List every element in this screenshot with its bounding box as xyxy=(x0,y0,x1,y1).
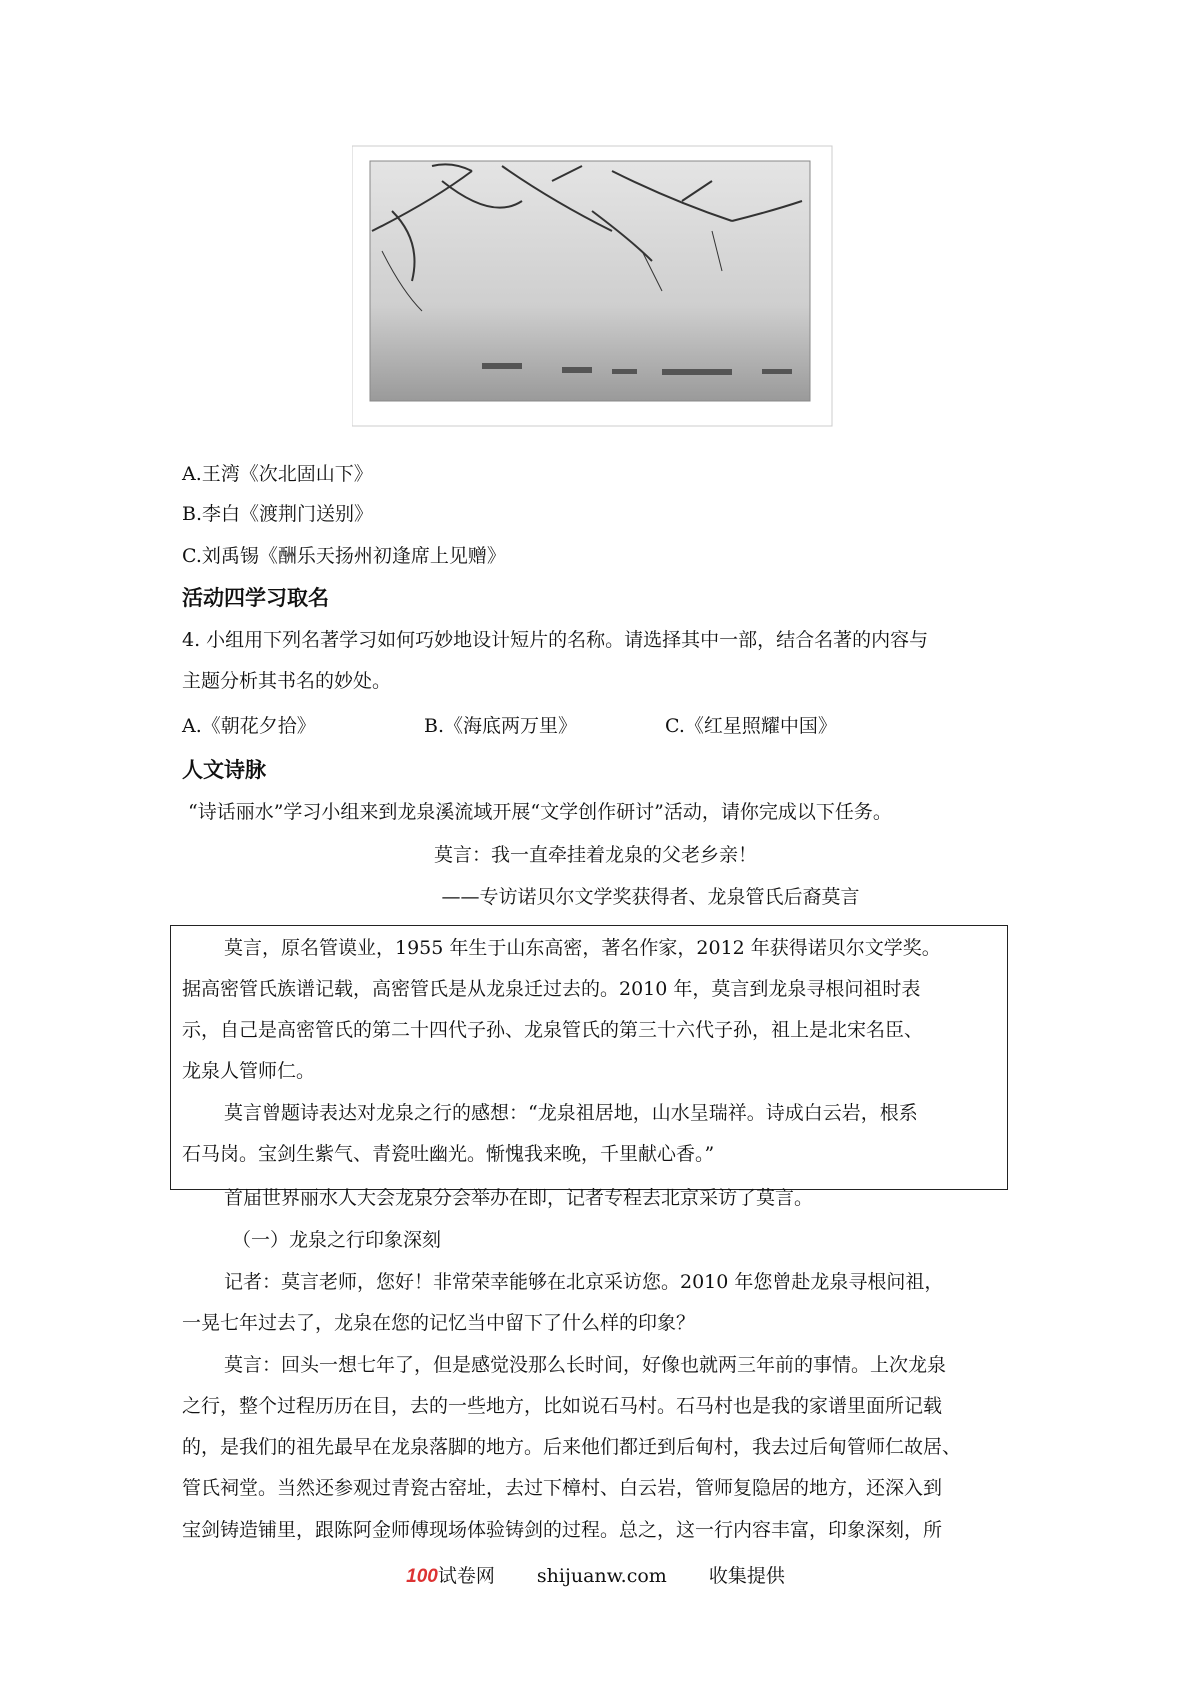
section-heading-activity4: 活动四学习取名 xyxy=(182,586,329,610)
body-line: 莫言：回头一想七年了，但是感觉没那么长时间，好像也就两三年前的事情。上次龙泉 xyxy=(224,1354,947,1376)
article-subtitle: ——专访诺贝尔文学奖获得者、龙泉管氏后裔莫言 xyxy=(441,886,860,908)
body-line: 首届世界丽水人大会龙泉分会举办在即，记者专程去北京采访了莫言。 xyxy=(224,1187,814,1209)
intro-text: “诗话丽水”学习小组来到龙泉溪流域开展“文学创作研讨”活动，请你完成以下任务。 xyxy=(188,801,892,823)
body-line: 记者：莫言老师，您好！非常荣幸能够在北京采访您。2010 年您曾赴龙泉寻根问祖， xyxy=(224,1271,944,1293)
body-line: 的，是我们的祖先最早在龙泉落脚的地方。后来他们都迁到后甸村，我去过后甸管师仁故居、 xyxy=(182,1436,962,1458)
site-domain[interactable]: shijuanw.com xyxy=(536,1565,667,1587)
page-footer xyxy=(0,1561,1191,1588)
site-name: 试卷网 xyxy=(437,1565,495,1587)
box-line: 莫言，原名管谟业，1955 年生于山东高密，著名作家，2012 年获得诺贝尔文学奖。 xyxy=(224,937,941,959)
subsection-heading: （一）龙泉之行印象深刻 xyxy=(232,1229,442,1251)
box-line: 龙泉人管师仁。 xyxy=(182,1060,316,1082)
option-b: B.李白《渡荆门送别》 xyxy=(182,503,374,525)
body-line: 宝剑铸造铺里，跟陈阿金师傅现场体验铸剑的过程。总之，这一行内容丰富，印象深刻，所 xyxy=(182,1519,943,1541)
body-line: 管氏祠堂。当然还参观过青瓷古窑址，去过下樟村、白云岩，管师复隐居的地方，还深入到 xyxy=(182,1477,943,1499)
box-line: 石马岗。宝剑生紫气、青瓷吐幽光。惭愧我来晚，千里献心香。” xyxy=(182,1143,715,1165)
footer-note: 收集提供 xyxy=(708,1565,785,1587)
box-line: 示，自己是高密管氏的第二十四代子孙、龙泉管氏的第三十六代子孙，祖上是北宋名臣、 xyxy=(182,1019,924,1041)
article-title: 莫言：我一直牵挂着龙泉的父老乡亲！ xyxy=(433,844,757,866)
q4-option-c: C.《红星照耀中国》 xyxy=(665,715,837,737)
body-line: 一晃七年过去了，龙泉在您的记忆当中留下了什么样的印象？ xyxy=(182,1312,696,1334)
winter-branches-photo xyxy=(352,141,834,449)
box-line: 莫言曾题诗表达对龙泉之行的感想：“龙泉祖居地，山水呈瑞祥。诗成白云岩，根系 xyxy=(224,1102,918,1124)
section-heading-poetry: 人文诗脉 xyxy=(182,758,266,782)
option-c: C.刘禹锡《酬乐天扬州初逢席上见赠》 xyxy=(182,545,506,567)
body-line: 之行，整个过程历历在目，去的一些地方，比如说石马村。石马村也是我的家谱里面所记载 xyxy=(182,1395,943,1417)
q4-option-b: B.《海底两万里》 xyxy=(424,715,578,737)
question-4-line1: 4. 小组用下列名著学习如何巧妙地设计短片的名称。请选择其中一部，结合名著的内容与 xyxy=(182,629,929,651)
box-line: 据高密管氏族谱记载，高密管氏是从龙泉迁过去的。2010 年，莫言到龙泉寻根问祖时表 xyxy=(182,978,921,1000)
option-a: A.王湾《次北固山下》 xyxy=(182,463,373,485)
question-4-line2: 主题分析其书名的妙处。 xyxy=(182,670,392,692)
site-logo: 100 xyxy=(406,1566,438,1587)
q4-option-a: A.《朝花夕拾》 xyxy=(182,715,316,737)
